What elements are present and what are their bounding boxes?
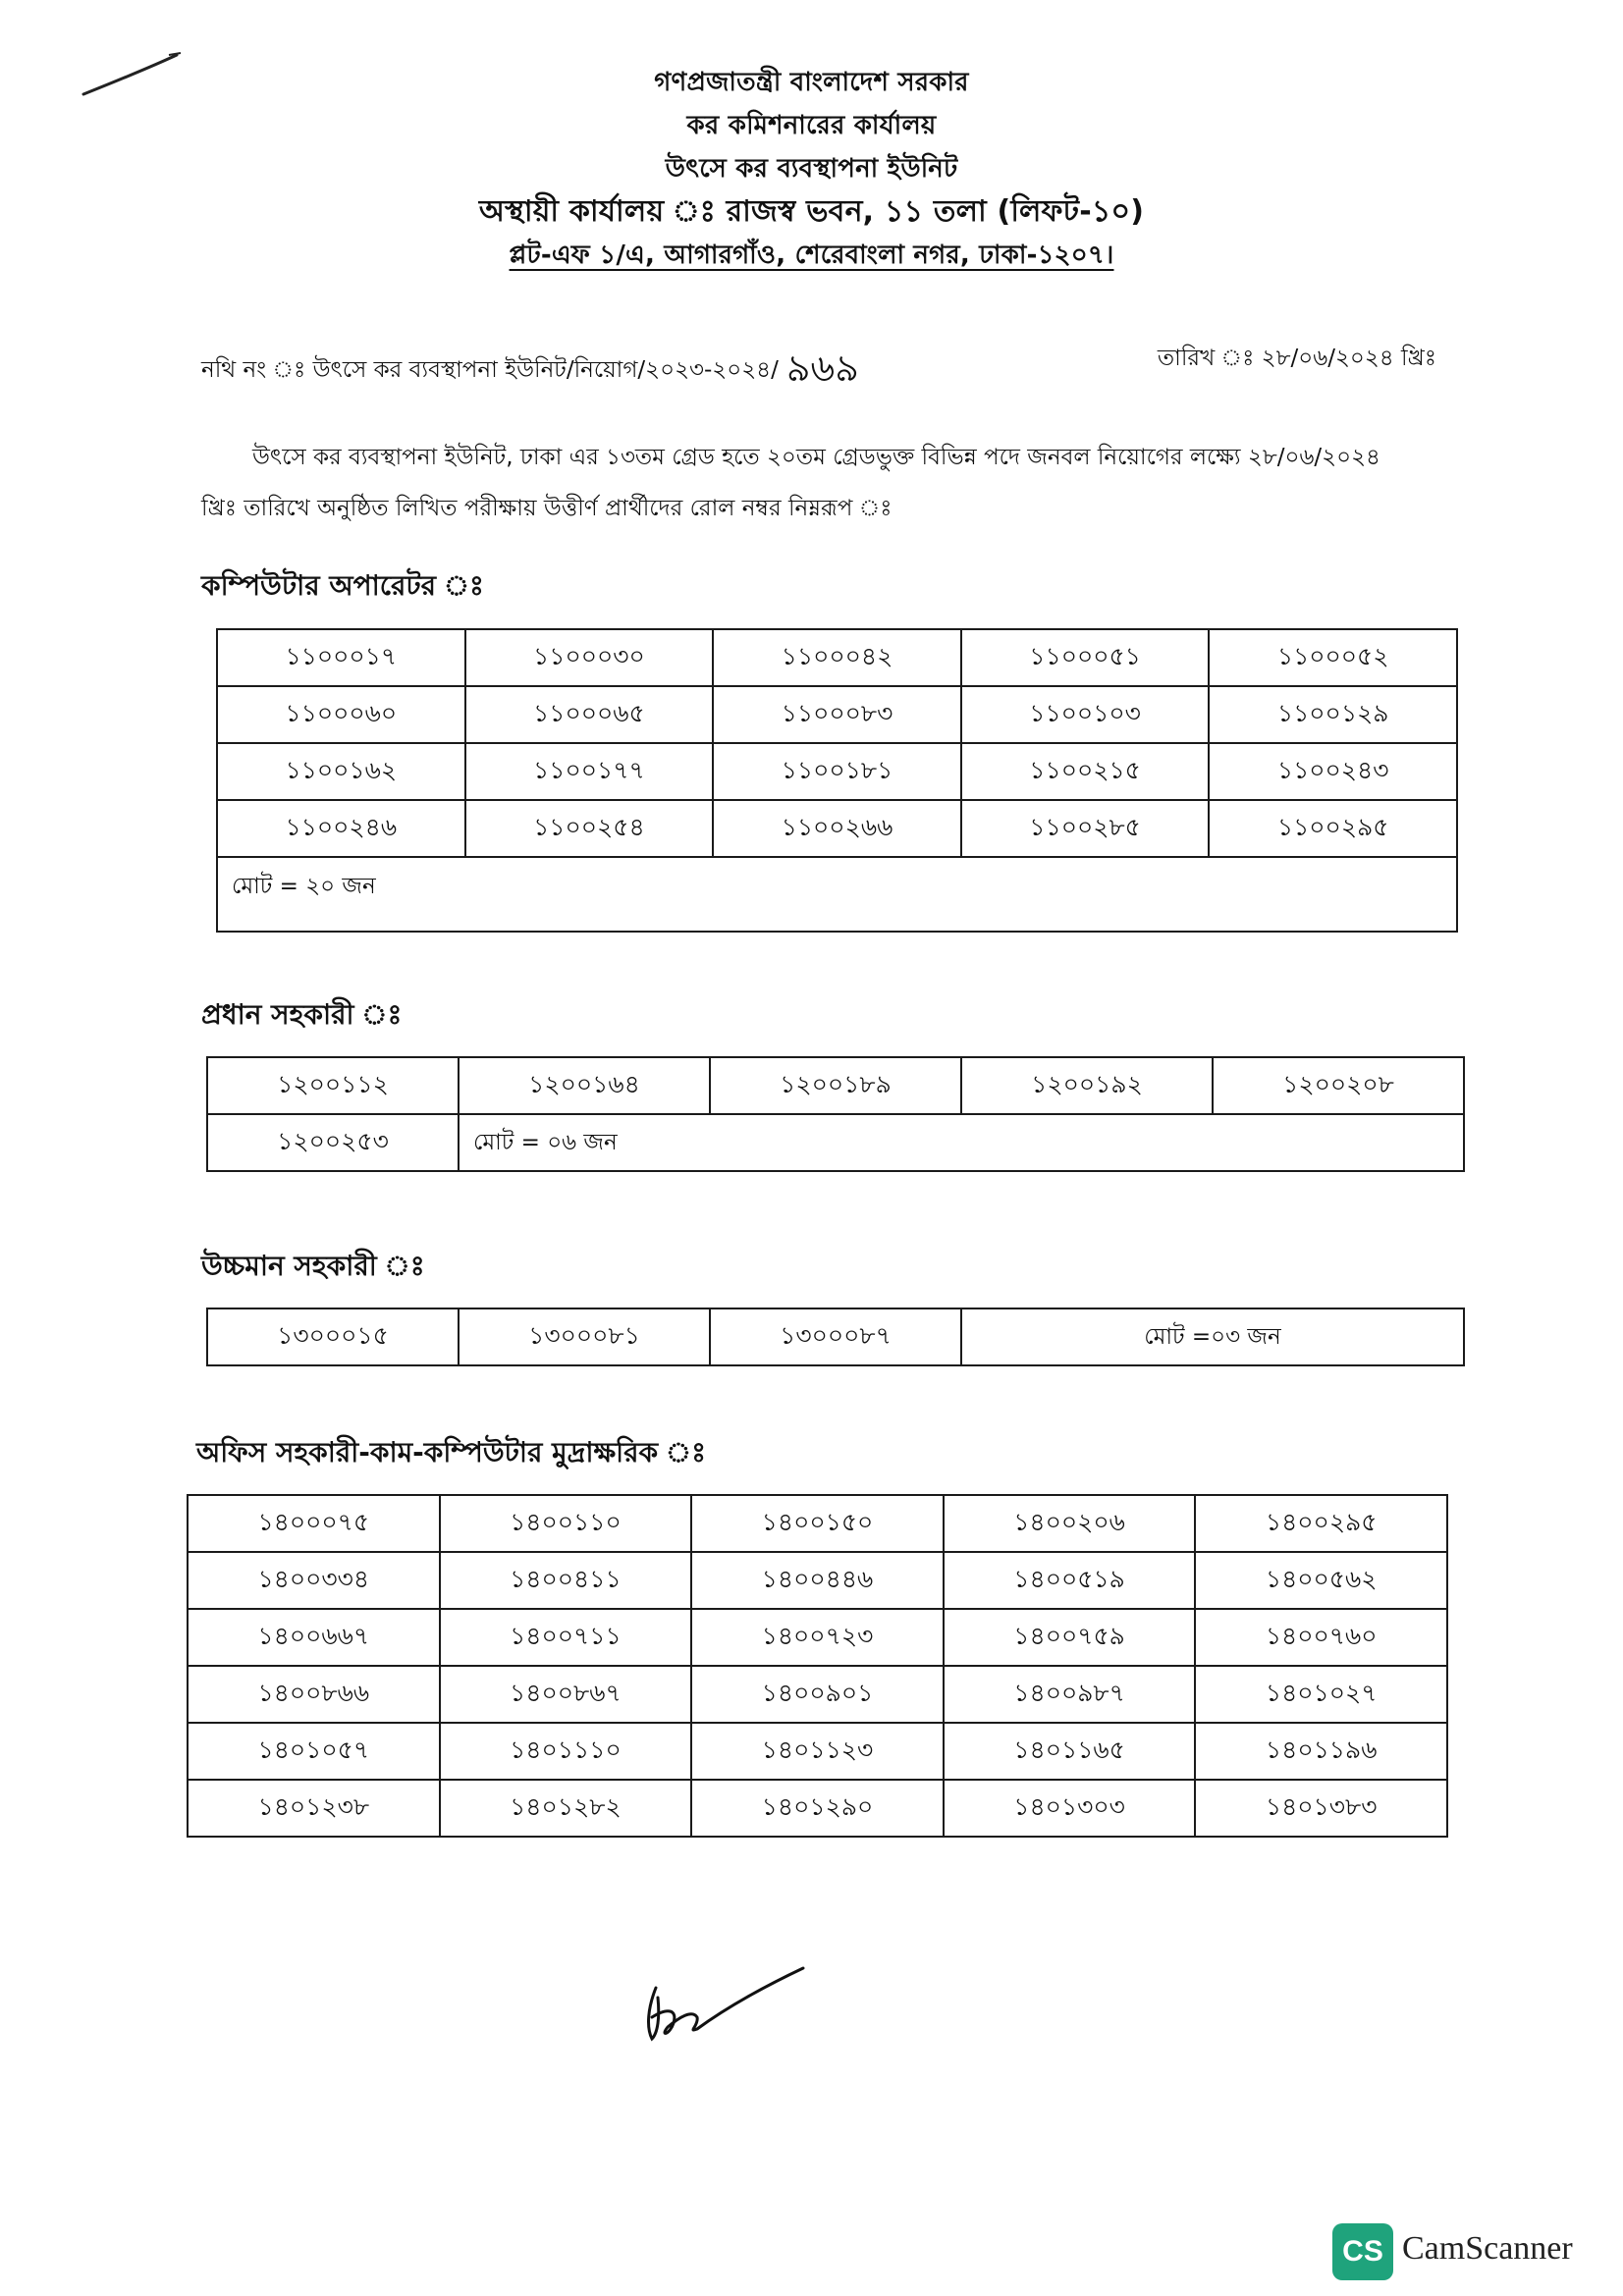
head-assistant-table <box>206 1056 1465 1172</box>
govt-name: গণপ্রজাতন্ত্রী বাংলাদেশ সরকার <box>654 68 969 97</box>
roll-number-cell: ১৪০০৪১১ <box>440 1552 692 1609</box>
roll-number-cell: ১৪০০৩৩৪ <box>188 1552 440 1609</box>
intro-line-1 <box>201 432 1448 483</box>
roll-number-cell: ১২০০২৫৩ <box>207 1114 459 1171</box>
roll-number-cell: ১৪০১১১০ <box>440 1723 692 1780</box>
table-row <box>188 1723 1447 1780</box>
table-row <box>188 1666 1447 1723</box>
roll-number-cell: ১৪০১১২৩ <box>691 1723 944 1780</box>
total-count: মোট =০৩ জন <box>961 1308 1464 1365</box>
table-row <box>188 1609 1447 1666</box>
roll-number-cell: ১১০০২৯৫ <box>1209 800 1457 857</box>
roll-number-cell: ১১০০২৫৪ <box>465 800 714 857</box>
roll-number-cell: ১৪০০৭১১ <box>440 1609 692 1666</box>
roll-number-cell: ১১০০২৪৩ <box>1209 743 1457 800</box>
roll-number-cell: ১১০০১০৩ <box>961 686 1210 743</box>
roll-number-cell: ১১০০০৫১ <box>961 629 1210 686</box>
roll-number-cell: ১৪০০২০৬ <box>944 1495 1196 1552</box>
roll-number-cell: ১৩০০০৮৭ <box>710 1308 961 1365</box>
table-row <box>217 800 1457 857</box>
roll-number-cell: ১৪০০৬৬৭ <box>188 1609 440 1666</box>
roll-number-cell: ১১০০২৮৫ <box>961 800 1210 857</box>
file-reference-label: নথি নং ঃ উৎসে কর ব্যবস্থাপনা ইউনিট/নিয়োগ/২০২৩-২০২৪/ <box>201 357 779 383</box>
section-title-computer-operator: কম্পিউটার অপারেটর ঃ <box>201 569 484 602</box>
letterhead <box>0 61 1623 277</box>
section-title-upper-division-assistant: উচ্চমান সহকারী ঃ <box>201 1250 425 1282</box>
roll-number-cell: ১৪০০১১০ <box>440 1495 692 1552</box>
roll-number-cell: ১২০০১৬৪ <box>459 1057 710 1114</box>
intro-text-1: উৎসে কর ব্যবস্থাপনা ইউনিট, ঢাকা এর ১৩তম গ্রেড হতে ২০তম গ্রেডভুক্ত বিভিন্ন পদে জনবল নিয়োগের লক্ষ্যে ২৮/০৬/২০২৪ <box>252 445 1380 470</box>
roll-number-cell: ১৪০১২৮২ <box>440 1780 692 1837</box>
roll-number-cell: ১৪০০৭৬০ <box>1195 1609 1447 1666</box>
roll-number-cell: ১১০০০১৭ <box>217 629 465 686</box>
office-name: কর কমিশনারের কার্যালয় <box>686 111 937 140</box>
table-row <box>188 1780 1447 1837</box>
camscanner-watermark: CamScanner <box>1402 2230 1573 2267</box>
roll-number-cell: ১১০০১৮১ <box>713 743 961 800</box>
table-row <box>217 686 1457 743</box>
roll-number-cell: ১৪০০৫৬২ <box>1195 1552 1447 1609</box>
roll-number-cell: ১৪০০৯৮৭ <box>944 1666 1196 1723</box>
intro-paragraph <box>201 432 1448 534</box>
roll-number-cell: ১৪০১১৯৬ <box>1195 1723 1447 1780</box>
roll-number-cell: ১৪০০৪৪৬ <box>691 1552 944 1609</box>
roll-number-cell: ১৪০১১৬৫ <box>944 1723 1196 1780</box>
document-date: তারিখ ঃ ২৮/০৬/২০২৪ খ্রিঃ <box>1157 346 1436 371</box>
roll-number-cell: ১১০০০৩০ <box>465 629 714 686</box>
total-count: মোট = ০৬ জন <box>459 1114 1464 1171</box>
roll-number-cell: ১৪০০১৫০ <box>691 1495 944 1552</box>
roll-number-cell: ১৪০০৫১৯ <box>944 1552 1196 1609</box>
roll-number-cell: ১৪০০০৭৫ <box>188 1495 440 1552</box>
roll-number-cell: ১৪০১৩৮৩ <box>1195 1780 1447 1837</box>
roll-number-cell: ১২০০২০৮ <box>1213 1057 1464 1114</box>
file-reference <box>201 340 859 402</box>
roll-number-cell: ১২০০১১২ <box>207 1057 459 1114</box>
intro-line-2: খ্রিঃ তারিখে অনুষ্ঠিত লিখিত পরীক্ষায় উত্তীর্ণ প্রার্থীদের রোল নম্বর নিম্নরূপ ঃ <box>201 496 893 521</box>
total-row <box>217 857 1457 932</box>
roll-number-cell: ১৪০০৮৬৬ <box>188 1666 440 1723</box>
roll-number-cell: ১১০০১২৯ <box>1209 686 1457 743</box>
table-row <box>188 1552 1447 1609</box>
section-title-office-assistant: অফিস সহকারী-কাম-কম্পিউটার মুদ্রাক্ষরিক ঃ <box>196 1436 707 1468</box>
roll-number-cell: ১১০০০৬৫ <box>465 686 714 743</box>
handwritten-signature-icon <box>638 1949 815 2056</box>
roll-number-cell: ১৪০১০২৭ <box>1195 1666 1447 1723</box>
roll-number-cell: ১১০০০৪২ <box>713 629 961 686</box>
table-row <box>217 629 1457 686</box>
roll-number-cell: ১৪০১৩০৩ <box>944 1780 1196 1837</box>
roll-number-cell: ১১০০২৬৬ <box>713 800 961 857</box>
total-count: মোট = ২০ জন <box>217 857 1457 932</box>
roll-number-cell: ১৪০০৮৬৭ <box>440 1666 692 1723</box>
section-title-head-assistant: প্রধান সহকারী ঃ <box>201 998 403 1031</box>
table-row <box>207 1114 1464 1171</box>
roll-number-cell: ১১০০০৮৩ <box>713 686 961 743</box>
memo-number: ৯৬৯ <box>785 347 859 390</box>
temp-office-address: অস্থায়ী কার্যালয় ঃ রাজস্ব ভবন, ১১ তলা (লিফট-১০) <box>478 194 1145 229</box>
roll-number-cell: ১১০০১৬২ <box>217 743 465 800</box>
table-row <box>207 1308 1464 1365</box>
roll-number-cell: ১৪০০২৯৫ <box>1195 1495 1447 1552</box>
upper-division-assistant-table <box>206 1308 1465 1366</box>
roll-number-cell: ১৪০১২৯০ <box>691 1780 944 1837</box>
camscanner-logo-icon: CS <box>1332 2223 1393 2280</box>
roll-number-cell: ১৪০১০৫৭ <box>188 1723 440 1780</box>
roll-number-cell: ১৪০০৭২৩ <box>691 1609 944 1666</box>
office-assistant-table <box>187 1494 1448 1838</box>
roll-number-cell: ১৪০১২৩৮ <box>188 1780 440 1837</box>
table-row <box>217 743 1457 800</box>
roll-number-cell: ১৪০০৭৫৯ <box>944 1609 1196 1666</box>
roll-number-cell: ১২০০১৯২ <box>961 1057 1213 1114</box>
roll-number-cell: ১৩০০০১৫ <box>207 1308 459 1365</box>
roll-number-cell: ১৪০০৯০১ <box>691 1666 944 1723</box>
roll-number-cell: ১১০০০৬০ <box>217 686 465 743</box>
roll-number-cell: ১১০০০৫২ <box>1209 629 1457 686</box>
table-row <box>188 1495 1447 1552</box>
roll-number-cell: ১২০০১৮৯ <box>710 1057 961 1114</box>
roll-number-cell: ১১০০২৪৬ <box>217 800 465 857</box>
unit-name: উৎসে কর ব্যবস্থাপনা ইউনিট <box>665 154 958 184</box>
roll-number-cell: ১১০০২১৫ <box>961 743 1210 800</box>
plot-address: প্লট-এফ ১/এ, আগারগাঁও, শেরেবাংলা নগর, ঢাকা-১২০৭। <box>509 240 1114 270</box>
table-row <box>207 1057 1464 1114</box>
roll-number-cell: ১১০০১৭৭ <box>465 743 714 800</box>
computer-operator-table <box>216 628 1458 933</box>
reference-row <box>201 332 1436 390</box>
roll-number-cell: ১৩০০০৮১ <box>459 1308 710 1365</box>
